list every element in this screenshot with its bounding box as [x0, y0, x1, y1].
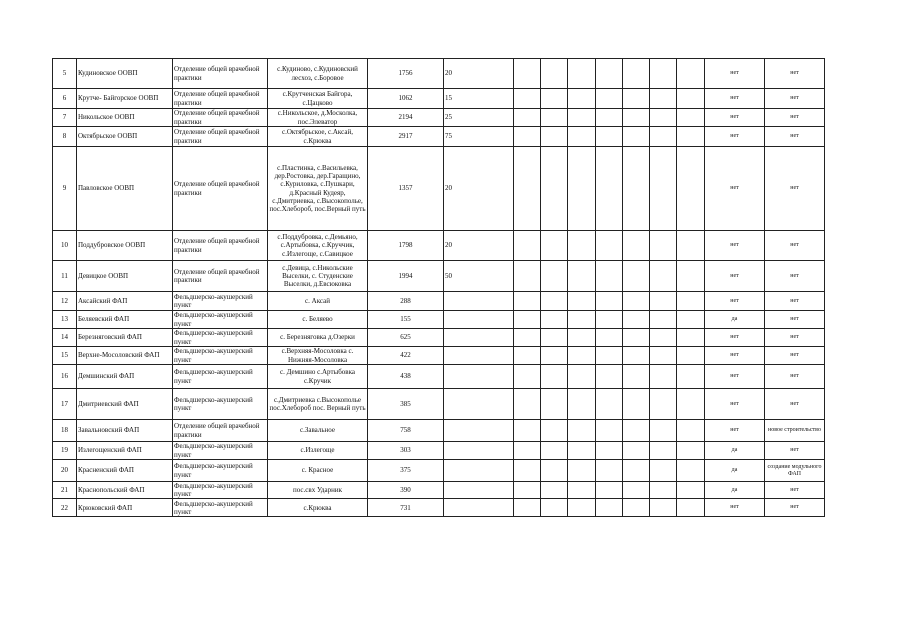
empty-cell [650, 482, 677, 499]
table-row [53, 311, 825, 329]
status-a: нет [705, 420, 765, 442]
empty-cell [650, 347, 677, 365]
capacity-value [444, 365, 514, 389]
empty-cell [650, 109, 677, 127]
empty-cell [568, 109, 596, 127]
facility-type: Фельдшерско-акушерский пункт [173, 365, 268, 389]
served-villages: с. Демшино с.Артыбовка с.Кручик [268, 365, 368, 389]
empty-cell [677, 89, 705, 109]
empty-cell [514, 347, 541, 365]
facility-type: Фельдшерско-акушерский пункт [173, 389, 268, 420]
empty-cell [568, 292, 596, 311]
facility-type: Отделение общей врачебной практики [173, 147, 268, 231]
row-number: 18 [53, 420, 77, 442]
empty-cell [677, 482, 705, 499]
population: 731 [368, 499, 444, 517]
facility-type: Отделение общей врачебной практики [173, 109, 268, 127]
facility-name: Верхне-Мосоловский ФАП [77, 347, 173, 365]
capacity-value: 75 [444, 127, 514, 147]
table-row [53, 499, 825, 517]
capacity-value: 20 [444, 231, 514, 261]
empty-cell [623, 89, 650, 109]
empty-cell [568, 420, 596, 442]
row-number: 6 [53, 89, 77, 109]
table-row [53, 442, 825, 460]
empty-cell [568, 442, 596, 460]
empty-cell [541, 59, 568, 89]
empty-cell [568, 389, 596, 420]
population: 1357 [368, 147, 444, 231]
status-b: нет [765, 365, 825, 389]
status-a: да [705, 442, 765, 460]
served-villages: с.Излегоще [268, 442, 368, 460]
empty-cell [650, 365, 677, 389]
served-villages: с.Кудиново, с.Кудиновский лесхоз, с.Боровое [268, 59, 368, 89]
empty-cell [677, 59, 705, 89]
empty-cell [568, 460, 596, 482]
empty-cell [514, 89, 541, 109]
facility-name: Березняговский ФАП [77, 329, 173, 347]
served-villages: с.Крюква [268, 499, 368, 517]
population: 758 [368, 420, 444, 442]
empty-cell [596, 311, 623, 329]
empty-cell [623, 442, 650, 460]
empty-cell [541, 89, 568, 109]
empty-cell [514, 127, 541, 147]
empty-cell [623, 482, 650, 499]
empty-cell [514, 420, 541, 442]
empty-cell [568, 231, 596, 261]
population: 1062 [368, 89, 444, 109]
empty-cell [596, 347, 623, 365]
status-b: нет [765, 89, 825, 109]
empty-cell [650, 499, 677, 517]
empty-cell [596, 482, 623, 499]
table-row [53, 329, 825, 347]
table-row [53, 127, 825, 147]
empty-cell [596, 261, 623, 292]
facility-name: Кудиновское ООВП [77, 59, 173, 89]
empty-cell [541, 460, 568, 482]
population: 375 [368, 460, 444, 482]
status-a: нет [705, 109, 765, 127]
capacity-value: 20 [444, 59, 514, 89]
empty-cell [596, 420, 623, 442]
row-number: 12 [53, 292, 77, 311]
empty-cell [541, 292, 568, 311]
facility-name: Октябрьское ООВП [77, 127, 173, 147]
served-villages: с.Октябрьское, с.Аксай, с.Крюква [268, 127, 368, 147]
empty-cell [514, 329, 541, 347]
table-row [53, 420, 825, 442]
row-number: 14 [53, 329, 77, 347]
empty-cell [541, 127, 568, 147]
facility-type: Отделение общей врачебной практики [173, 420, 268, 442]
population: 438 [368, 365, 444, 389]
served-villages: с.Пластинка, с.Васильевка, дер.Ростовка, дер.Гаращино, с.Куриловка, с.Пушкари, д.Красный Кудеяр, с.Дмитриевка, с.Высокополье, пос.Хлебороб, пос.Верный путь [268, 147, 368, 231]
empty-cell [677, 231, 705, 261]
empty-cell [514, 311, 541, 329]
empty-cell [568, 499, 596, 517]
facility-name: Красненский ФАП [77, 460, 173, 482]
status-a: нет [705, 347, 765, 365]
status-b: нет [765, 329, 825, 347]
empty-cell [541, 147, 568, 231]
row-number: 7 [53, 109, 77, 127]
empty-cell [650, 292, 677, 311]
empty-cell [514, 147, 541, 231]
facility-name: Демшинский ФАП [77, 365, 173, 389]
empty-cell [623, 347, 650, 365]
capacity-value: 50 [444, 261, 514, 292]
population: 2194 [368, 109, 444, 127]
status-b: нет [765, 292, 825, 311]
empty-cell [623, 147, 650, 231]
empty-cell [623, 389, 650, 420]
empty-cell [650, 261, 677, 292]
capacity-value [444, 329, 514, 347]
empty-cell [541, 365, 568, 389]
status-b: новое строительство [765, 420, 825, 442]
population: 390 [368, 482, 444, 499]
empty-cell [514, 499, 541, 517]
capacity-value [444, 311, 514, 329]
status-a: нет [705, 365, 765, 389]
facility-type: Фельдшерско-акушерский пункт [173, 292, 268, 311]
facility-type: Фельдшерско-акушерский пункт [173, 311, 268, 329]
empty-cell [541, 499, 568, 517]
facility-type: Фельдшерско-акушерский пункт [173, 329, 268, 347]
capacity-value [444, 460, 514, 482]
empty-cell [623, 499, 650, 517]
facility-type: Фельдшерско-акушерский пункт [173, 499, 268, 517]
status-a: нет [705, 231, 765, 261]
capacity-value [444, 442, 514, 460]
empty-cell [623, 365, 650, 389]
facility-type: Отделение общей врачебной практики [173, 127, 268, 147]
empty-cell [677, 329, 705, 347]
population: 1798 [368, 231, 444, 261]
empty-cell [514, 389, 541, 420]
empty-cell [541, 329, 568, 347]
empty-cell [541, 482, 568, 499]
facility-type: Отделение общей врачебной практики [173, 89, 268, 109]
empty-cell [677, 292, 705, 311]
facility-type: Фельдшерско-акушерский пункт [173, 442, 268, 460]
status-b: нет [765, 482, 825, 499]
facility-name: Поддубровское ООВП [77, 231, 173, 261]
table-row [53, 365, 825, 389]
empty-cell [541, 231, 568, 261]
table-row [53, 261, 825, 292]
empty-cell [541, 442, 568, 460]
empty-cell [623, 311, 650, 329]
empty-cell [650, 231, 677, 261]
status-a: нет [705, 261, 765, 292]
status-a: да [705, 482, 765, 499]
table-row [53, 292, 825, 311]
status-a: нет [705, 292, 765, 311]
table-row [53, 89, 825, 109]
served-villages: с.Верхняя-Мосоловка с. Нижняя-Мосоловка [268, 347, 368, 365]
status-a: да [705, 460, 765, 482]
empty-cell [677, 109, 705, 127]
capacity-value [444, 420, 514, 442]
empty-cell [596, 499, 623, 517]
empty-cell [514, 109, 541, 127]
population: 422 [368, 347, 444, 365]
empty-cell [596, 442, 623, 460]
row-number: 16 [53, 365, 77, 389]
facility-name: Аксайский ФАП [77, 292, 173, 311]
empty-cell [514, 460, 541, 482]
empty-cell [596, 460, 623, 482]
served-villages: с. Аксай [268, 292, 368, 311]
empty-cell [623, 59, 650, 89]
empty-cell [650, 147, 677, 231]
empty-cell [541, 109, 568, 127]
row-number: 8 [53, 127, 77, 147]
empty-cell [568, 89, 596, 109]
status-b: нет [765, 147, 825, 231]
facility-type: Фельдшерско-акушерский пункт [173, 460, 268, 482]
table-row [53, 109, 825, 127]
empty-cell [677, 365, 705, 389]
empty-cell [623, 231, 650, 261]
empty-cell [650, 59, 677, 89]
empty-cell [514, 231, 541, 261]
status-b: нет [765, 389, 825, 420]
capacity-value [444, 499, 514, 517]
capacity-value [444, 347, 514, 365]
empty-cell [596, 147, 623, 231]
empty-cell [541, 389, 568, 420]
capacity-value [444, 482, 514, 499]
empty-cell [623, 420, 650, 442]
capacity-value [444, 389, 514, 420]
empty-cell [677, 311, 705, 329]
empty-cell [623, 261, 650, 292]
status-a: нет [705, 59, 765, 89]
empty-cell [568, 347, 596, 365]
table-row [53, 347, 825, 365]
empty-cell [623, 292, 650, 311]
table-row [53, 460, 825, 482]
empty-cell [596, 365, 623, 389]
capacity-value: 25 [444, 109, 514, 127]
table-row [53, 231, 825, 261]
served-villages: с.Дмитриевка с.Высокополье пос.Хлебороб пос. Верный путь [268, 389, 368, 420]
empty-cell [514, 482, 541, 499]
empty-cell [596, 329, 623, 347]
empty-cell [650, 460, 677, 482]
empty-cell [677, 347, 705, 365]
empty-cell [514, 442, 541, 460]
status-b: нет [765, 442, 825, 460]
facility-name: Излегощенский ФАП [77, 442, 173, 460]
row-number: 9 [53, 147, 77, 231]
empty-cell [677, 420, 705, 442]
row-number: 19 [53, 442, 77, 460]
empty-cell [623, 460, 650, 482]
empty-cell [677, 442, 705, 460]
capacity-value: 20 [444, 147, 514, 231]
row-number: 10 [53, 231, 77, 261]
empty-cell [514, 365, 541, 389]
served-villages: с. Березняговка д.Озерки [268, 329, 368, 347]
status-a: нет [705, 389, 765, 420]
population: 2917 [368, 127, 444, 147]
facility-type: Отделение общей врачебной практики [173, 231, 268, 261]
status-b: нет [765, 59, 825, 89]
served-villages: с. Красное [268, 460, 368, 482]
empty-cell [568, 482, 596, 499]
empty-cell [623, 127, 650, 147]
empty-cell [568, 59, 596, 89]
empty-cell [514, 292, 541, 311]
row-number: 21 [53, 482, 77, 499]
empty-cell [596, 389, 623, 420]
capacity-value: 15 [444, 89, 514, 109]
facility-name: Крюковский ФАП [77, 499, 173, 517]
facility-name: Никольское ООВП [77, 109, 173, 127]
empty-cell [650, 442, 677, 460]
status-a: нет [705, 329, 765, 347]
table-row [53, 59, 825, 89]
empty-cell [541, 347, 568, 365]
empty-cell [514, 261, 541, 292]
facility-name: Павловское ООВП [77, 147, 173, 231]
row-number: 11 [53, 261, 77, 292]
population: 288 [368, 292, 444, 311]
medical-facilities-table [52, 58, 825, 517]
empty-cell [596, 127, 623, 147]
empty-cell [568, 147, 596, 231]
empty-cell [541, 261, 568, 292]
status-b: нет [765, 499, 825, 517]
empty-cell [677, 389, 705, 420]
empty-cell [596, 109, 623, 127]
row-number: 17 [53, 389, 77, 420]
empty-cell [568, 329, 596, 347]
empty-cell [650, 389, 677, 420]
empty-cell [623, 329, 650, 347]
population: 155 [368, 311, 444, 329]
empty-cell [650, 329, 677, 347]
empty-cell [568, 261, 596, 292]
status-b: создание модульного ФАП [765, 460, 825, 482]
facility-type: Фельдшерско-акушерский пункт [173, 482, 268, 499]
table-body [53, 59, 825, 517]
status-a: нет [705, 499, 765, 517]
status-b: нет [765, 311, 825, 329]
empty-cell [568, 311, 596, 329]
population: 625 [368, 329, 444, 347]
facility-name: Крутче- Байгорское ООВП [77, 89, 173, 109]
empty-cell [541, 311, 568, 329]
table-row [53, 482, 825, 499]
population: 1756 [368, 59, 444, 89]
empty-cell [650, 311, 677, 329]
status-a: нет [705, 89, 765, 109]
empty-cell [677, 261, 705, 292]
empty-cell [596, 89, 623, 109]
empty-cell [568, 365, 596, 389]
row-number: 13 [53, 311, 77, 329]
served-villages: с.Никольское, д.Москолка, пос.Элеватор [268, 109, 368, 127]
empty-cell [650, 89, 677, 109]
empty-cell [677, 127, 705, 147]
capacity-value [444, 292, 514, 311]
empty-cell [596, 59, 623, 89]
facility-type: Отделение общей врачебной практики [173, 261, 268, 292]
empty-cell [596, 231, 623, 261]
facility-name: Девицкое ООВП [77, 261, 173, 292]
facility-name: Беляевский ФАП [77, 311, 173, 329]
served-villages: с.Крутченская Байгора, с.Цацково [268, 89, 368, 109]
empty-cell [514, 59, 541, 89]
row-number: 20 [53, 460, 77, 482]
served-villages: пос.свх Ударник [268, 482, 368, 499]
facility-name: Дмитриевский ФАП [77, 389, 173, 420]
population: 1994 [368, 261, 444, 292]
table-row [53, 389, 825, 420]
row-number: 22 [53, 499, 77, 517]
status-a: нет [705, 147, 765, 231]
empty-cell [650, 420, 677, 442]
empty-cell [541, 420, 568, 442]
facility-name: Завальновский ФАП [77, 420, 173, 442]
status-a: нет [705, 127, 765, 147]
empty-cell [677, 147, 705, 231]
facility-name: Краснопольский ФАП [77, 482, 173, 499]
facility-type: Отделение общей врачебной практики [173, 59, 268, 89]
status-b: нет [765, 347, 825, 365]
served-villages: с. Беляево [268, 311, 368, 329]
served-villages: с.Поддубровка, с.Демьяно, с.Артыбовка, с.Круччик, с.Излегоще, с.Савицкое [268, 231, 368, 261]
served-villages: с.Девица, с.Никольские Выселки, с. Студенские Выселки, д.Евсюковка [268, 261, 368, 292]
empty-cell [650, 127, 677, 147]
status-b: нет [765, 127, 825, 147]
empty-cell [677, 460, 705, 482]
empty-cell [677, 499, 705, 517]
population: 303 [368, 442, 444, 460]
table-row [53, 147, 825, 231]
empty-cell [568, 127, 596, 147]
population: 385 [368, 389, 444, 420]
empty-cell [596, 292, 623, 311]
status-b: нет [765, 109, 825, 127]
status-a: да [705, 311, 765, 329]
status-b: нет [765, 261, 825, 292]
facility-type: Фельдшерско-акушерский пункт [173, 347, 268, 365]
row-number: 5 [53, 59, 77, 89]
served-villages: с.Завальное [268, 420, 368, 442]
empty-cell [623, 109, 650, 127]
status-b: нет [765, 231, 825, 261]
row-number: 15 [53, 347, 77, 365]
